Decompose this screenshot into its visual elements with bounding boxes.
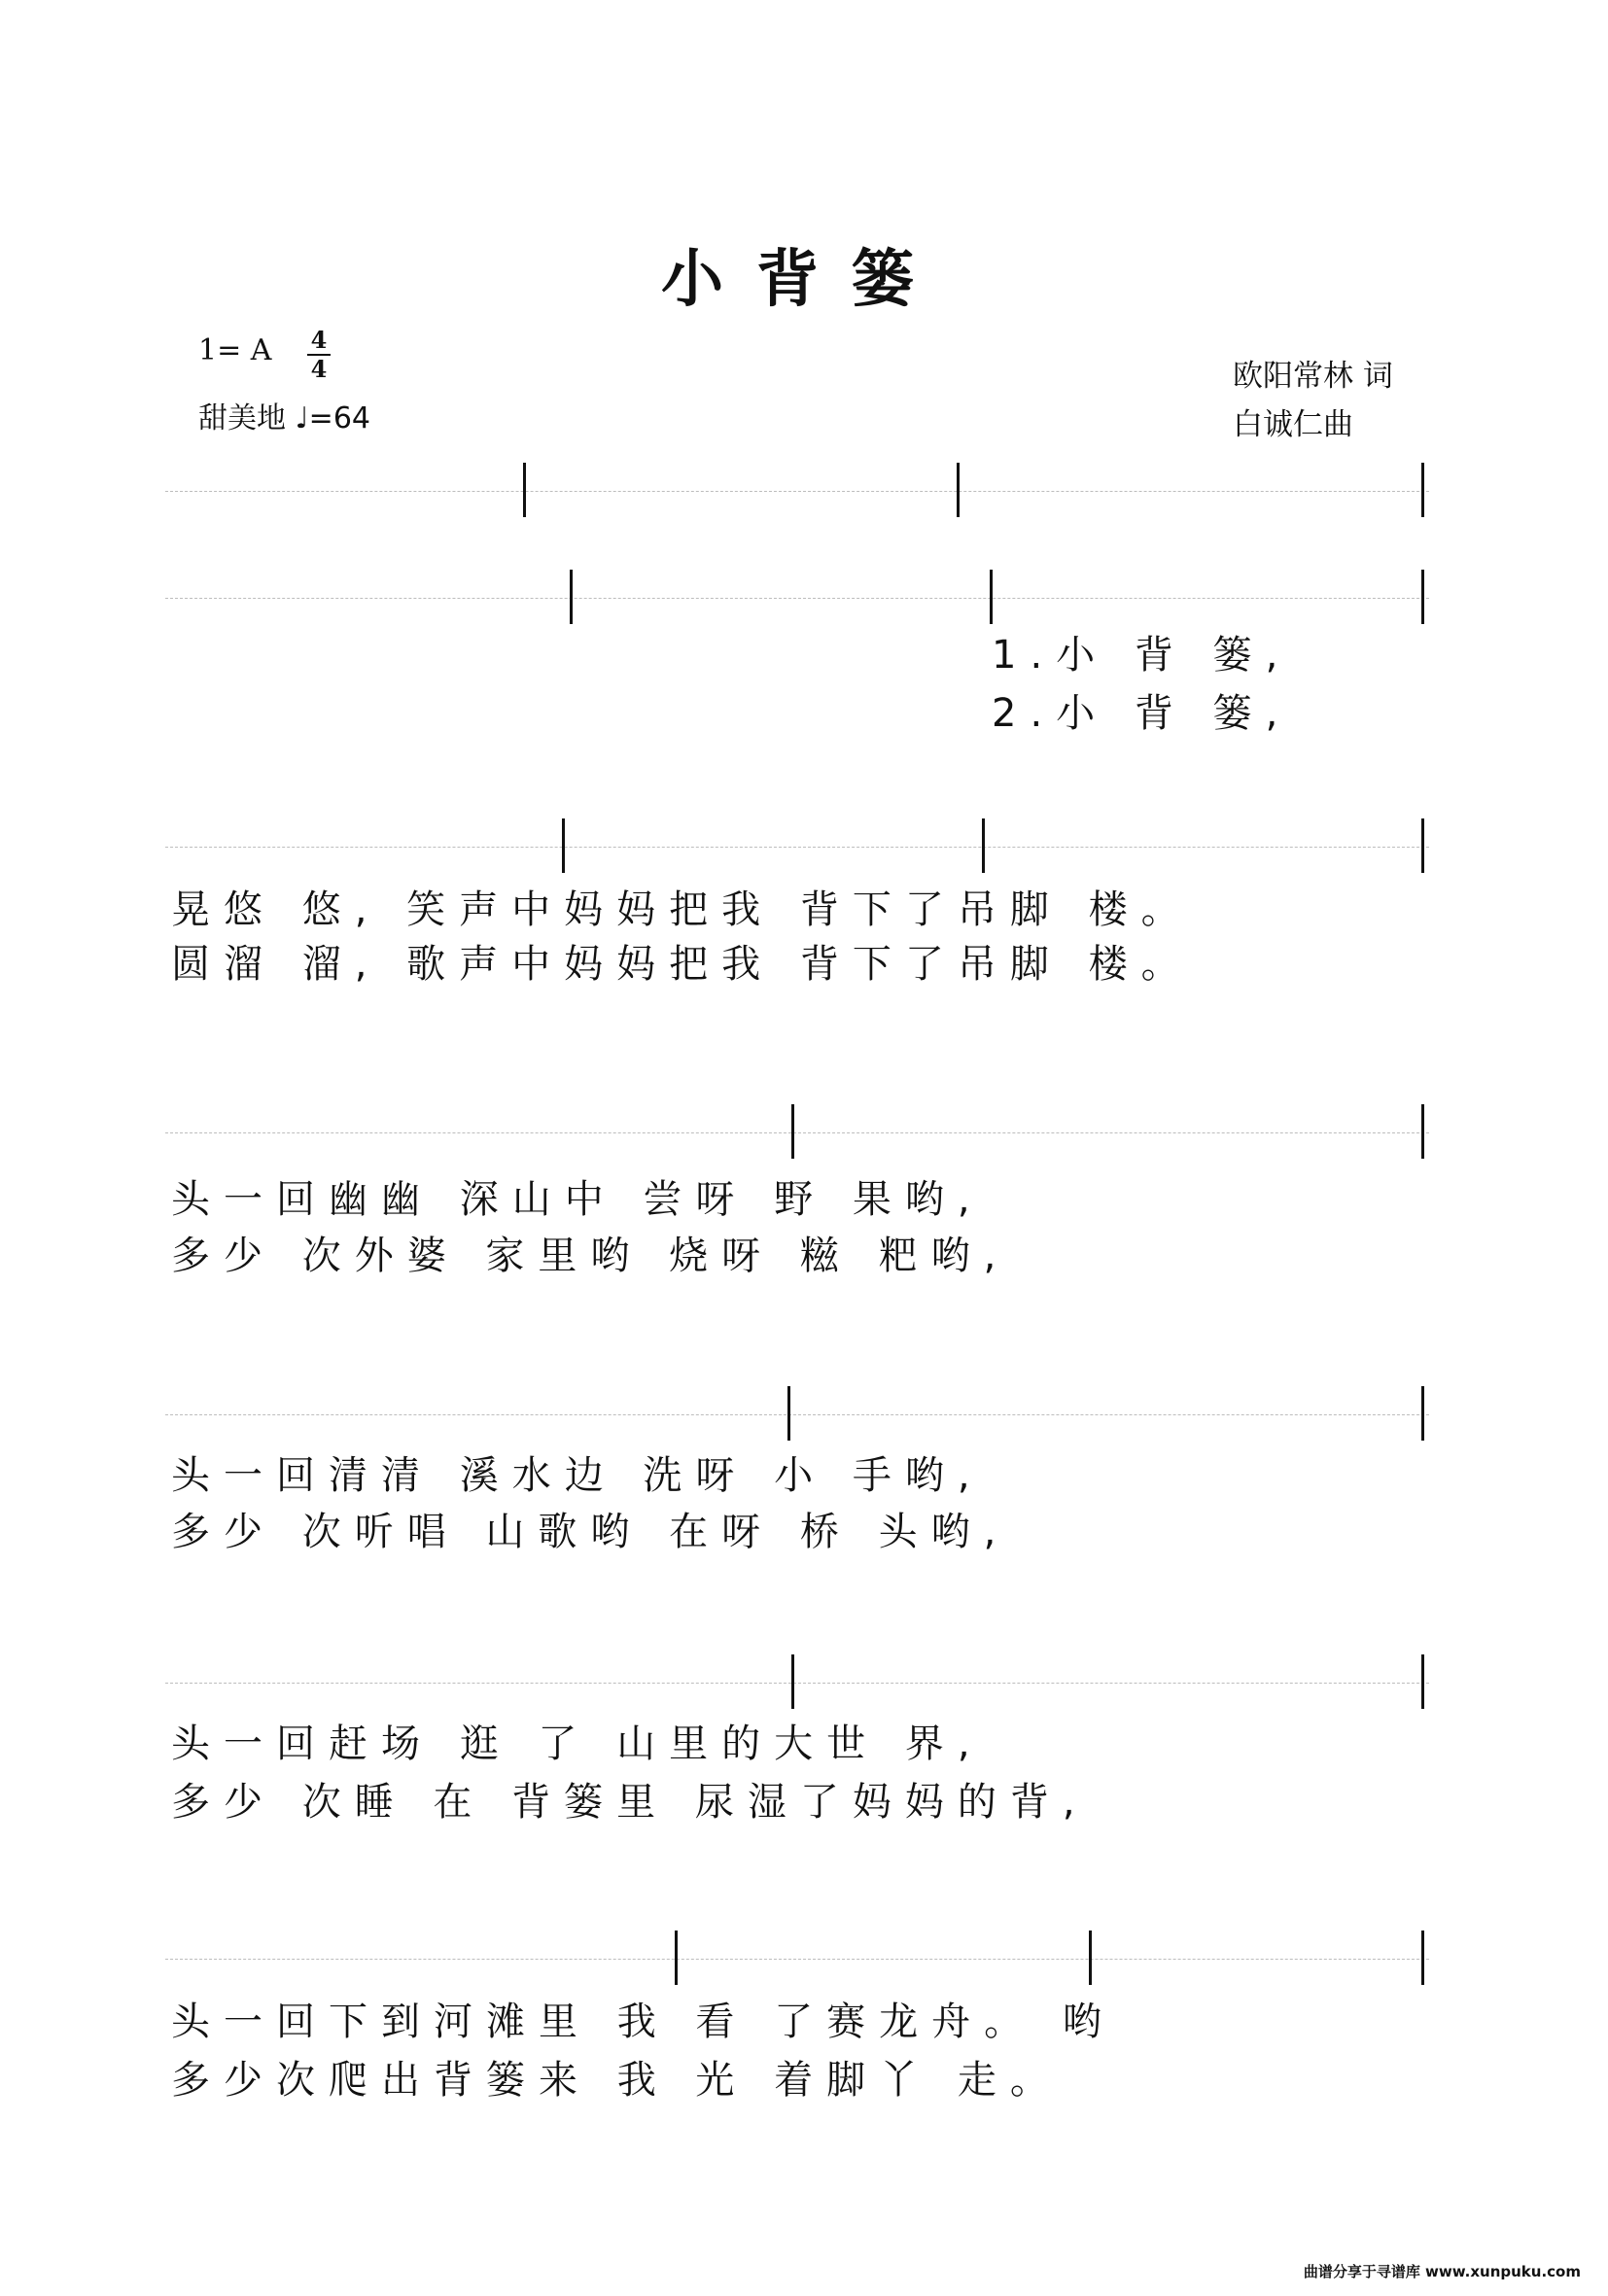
notation-system: [165, 811, 1429, 885]
notation-system: [165, 1096, 1429, 1170]
barline: [1421, 1104, 1424, 1159]
barline: [523, 463, 526, 517]
source-footer: 曲谱分享于寻谱库 www.xunpuku.com: [1303, 2263, 1581, 2280]
lyric-line: 2.小 背 篓,: [992, 691, 1292, 736]
barline: [982, 818, 985, 873]
lyric-line: 多少 次睡 在 背篓里 尿湿了妈妈的背,: [171, 1780, 1089, 1825]
notation-system: [165, 562, 1429, 636]
notation-line: [165, 1683, 1429, 1684]
lyric-line: 圆溜 溜, 歌声中妈妈把我 背下了吊脚 楼。: [171, 942, 1194, 987]
barline: [990, 570, 993, 624]
lyric-line: 多少 次听唱 山歌哟 在呀 桥 头哟,: [171, 1510, 1010, 1554]
notation-system: [165, 1647, 1429, 1721]
barline: [957, 463, 960, 517]
barline: [675, 1931, 678, 1985]
notation-system: [165, 1923, 1429, 1997]
time-numerator: 4: [310, 326, 328, 354]
barline: [787, 1386, 790, 1441]
lyric-line: 头一回下到河滩里 我 看 了赛龙舟。 哟: [171, 2000, 1115, 2044]
barline: [791, 1654, 794, 1709]
notation-line: [165, 1132, 1429, 1133]
notation-system: [165, 455, 1429, 529]
notation-line: [165, 1959, 1429, 1960]
barline: [1089, 1931, 1092, 1985]
lyric-line: 头一回幽幽 深山中 尝呀 野 果哟,: [171, 1177, 984, 1222]
barline: [1421, 463, 1424, 517]
composer-credit: 白诚仁曲: [1233, 407, 1353, 442]
barline: [570, 570, 573, 624]
lyric-line: 1.小 背 篓,: [992, 633, 1292, 678]
barline: [1421, 1386, 1424, 1441]
lyric-line: 头一回清清 溪水边 洗呀 小 手哟,: [171, 1453, 984, 1498]
time-signature: [307, 326, 331, 383]
lyricist-credit: 欧阳常林 词: [1233, 359, 1393, 394]
lyric-line: 晃悠 悠, 笑声中妈妈把我 背下了吊脚 楼。: [171, 887, 1194, 932]
notation-line: [165, 491, 1429, 492]
notation-system: [165, 1378, 1429, 1452]
lyric-line: 多少次爬出背篓来 我 光 着脚丫 走。: [171, 2058, 1063, 2103]
barline: [1421, 570, 1424, 624]
barline: [1421, 1654, 1424, 1709]
key-signature: 1= A: [198, 333, 272, 367]
song-title: 小背篓: [661, 243, 947, 316]
barline: [791, 1104, 794, 1159]
barline: [1421, 1931, 1424, 1985]
lyric-line: 头一回赶场 逛 了 山里的大世 界,: [171, 1722, 984, 1766]
notation-line: [165, 847, 1429, 848]
time-denominator: 4: [310, 355, 328, 383]
barline: [1421, 818, 1424, 873]
notation-line: [165, 598, 1429, 599]
barline: [562, 818, 565, 873]
tempo-marking: 甜美地 ♩=64: [198, 401, 370, 435]
notation-line: [165, 1414, 1429, 1415]
lyric-line: 多少 次外婆 家里哟 烧呀 糍 粑哟,: [171, 1234, 1010, 1278]
